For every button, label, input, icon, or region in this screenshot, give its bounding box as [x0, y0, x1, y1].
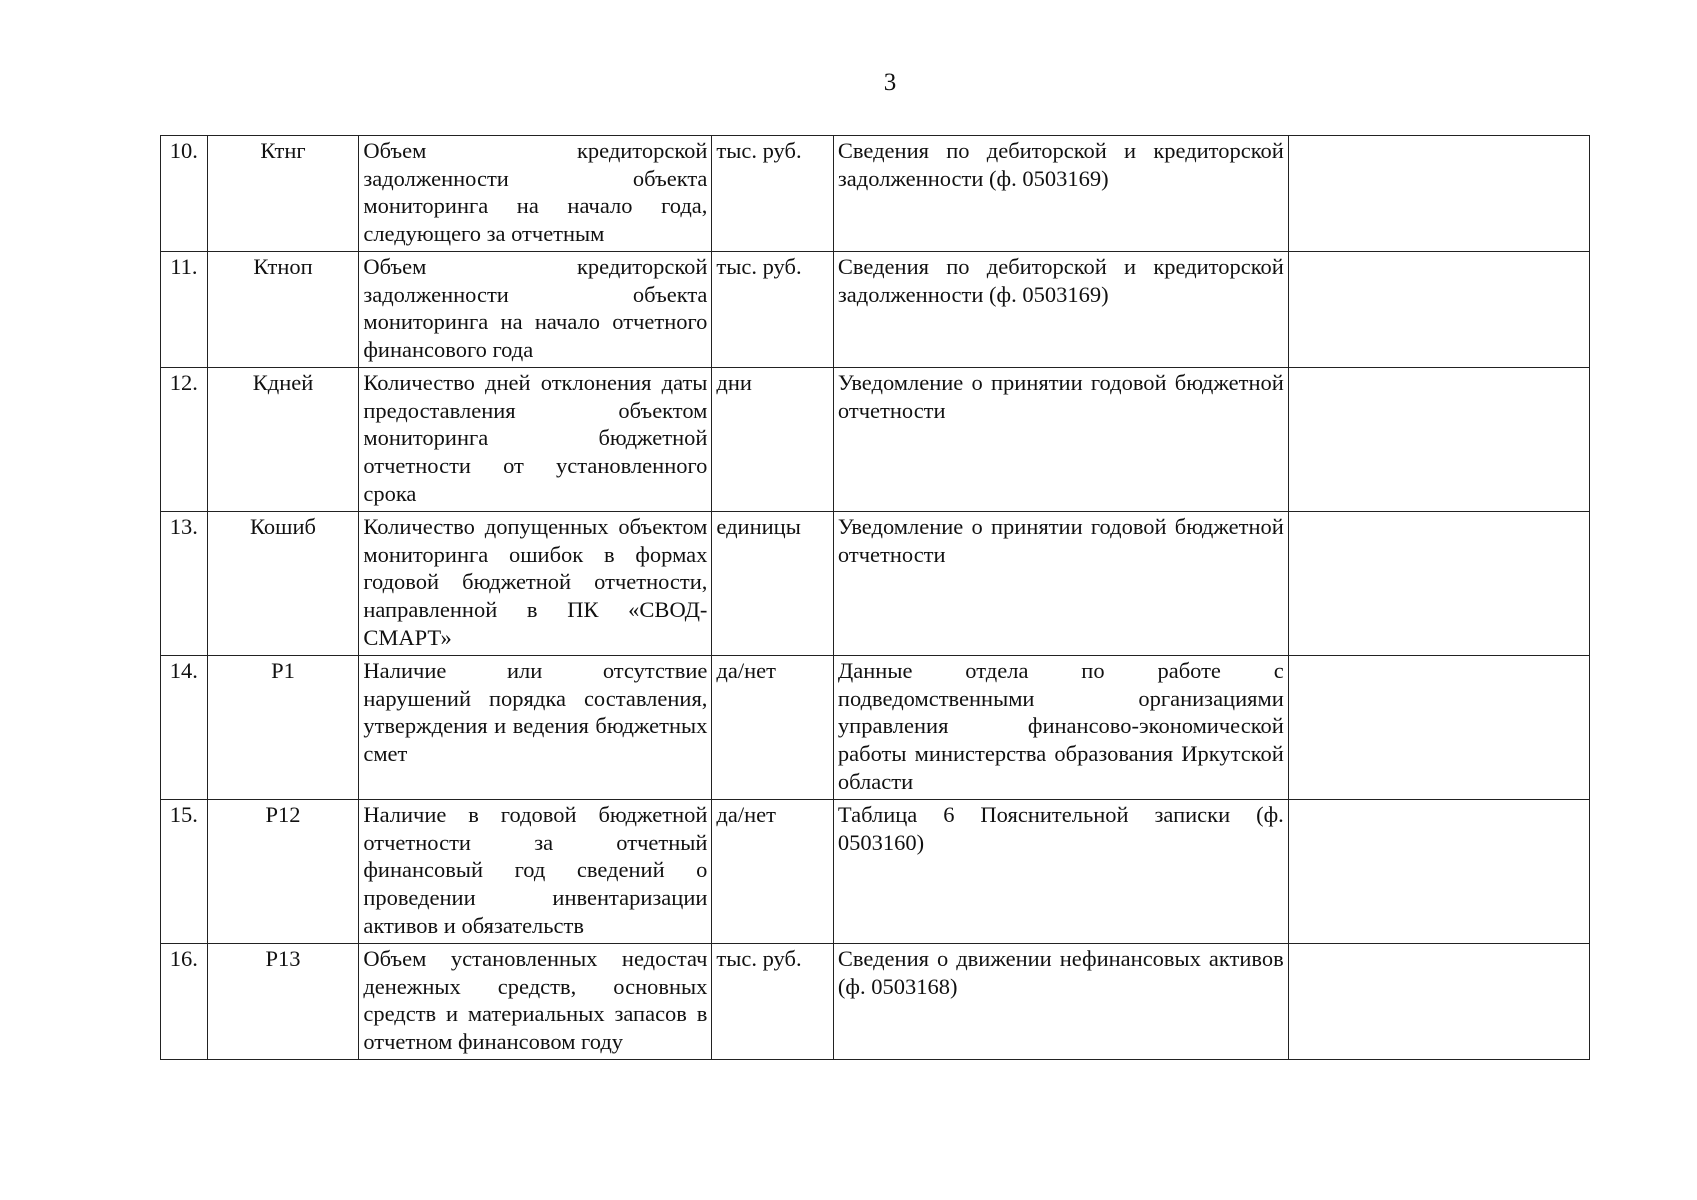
note-cell [1288, 368, 1589, 512]
indicator-code: Р1 [207, 656, 359, 800]
note-cell [1288, 656, 1589, 800]
table-row [161, 512, 1590, 656]
unit-of-measure: единицы [712, 512, 834, 656]
data-source: Уведомление о принятии годовой бюджетной отчетности [833, 512, 1288, 656]
table-row [161, 252, 1590, 368]
indicator-code: Ктноп [207, 252, 359, 368]
note-cell [1288, 136, 1589, 252]
row-number: 14. [161, 656, 208, 800]
table-row [161, 656, 1590, 800]
data-source: Сведения по дебиторской и кредиторской задолженности (ф. 0503169) [833, 136, 1288, 252]
indicator-code: Ктнг [207, 136, 359, 252]
unit-of-measure: тыс. руб. [712, 944, 834, 1060]
unit-of-measure: тыс. руб. [712, 252, 834, 368]
table-row [161, 800, 1590, 944]
indicator-code: Р13 [207, 944, 359, 1060]
row-number: 11. [161, 252, 208, 368]
note-cell [1288, 944, 1589, 1060]
table-row [161, 136, 1590, 252]
data-source: Сведения по дебиторской и кредиторской задолженности (ф. 0503169) [833, 252, 1288, 368]
row-number: 12. [161, 368, 208, 512]
note-cell [1288, 252, 1589, 368]
table-row [161, 944, 1590, 1060]
indicator-code: Р12 [207, 800, 359, 944]
note-cell [1288, 512, 1589, 656]
indicator-code: Кошиб [207, 512, 359, 656]
indicator-code: Кдней [207, 368, 359, 512]
row-number: 16. [161, 944, 208, 1060]
unit-of-measure: тыс. руб. [712, 136, 834, 252]
indicator-name: Наличие или отсутствие нарушений порядка составления, утверждения и ведения бюджетных смет [359, 656, 712, 800]
indicator-name: Объем установленных недостач денежных средств, основных средств и материальных запасов в отчетном финансовом году [359, 944, 712, 1060]
indicator-name: Наличие в годовой бюджетной отчетности за отчетный финансовый год сведений о проведении инвентаризации активов и обязательств [359, 800, 712, 944]
row-number: 15. [161, 800, 208, 944]
unit-of-measure: да/нет [712, 656, 834, 800]
note-cell [1288, 800, 1589, 944]
indicator-name: Объем кредиторской задолженности объекта мониторинга на начало года, следующего за отчетным [359, 136, 712, 252]
data-source: Таблица 6 Пояснительной записки (ф. 0503160) [833, 800, 1288, 944]
page-number: 3 [883, 69, 897, 96]
row-number: 13. [161, 512, 208, 656]
data-source: Уведомление о принятии годовой бюджетной отчетности [833, 368, 1288, 512]
indicator-name: Количество дней отклонения даты предоставления объектом мониторинга бюджетной отчетности от установленного срока [359, 368, 712, 512]
table-row [161, 368, 1590, 512]
indicator-name: Объем кредиторской задолженности объекта мониторинга на начало отчетного финансового года [359, 252, 712, 368]
row-number: 10. [161, 136, 208, 252]
indicators-table [160, 135, 1590, 1060]
unit-of-measure: дни [712, 368, 834, 512]
unit-of-measure: да/нет [712, 800, 834, 944]
indicator-name: Количество допущенных объектом мониторинга ошибок в формах годовой бюджетной отчетности, направленной в ПК «СВОД-СМАРТ» [359, 512, 712, 656]
data-source: Сведения о движении нефинансовых активов (ф. 0503168) [833, 944, 1288, 1060]
data-source: Данные отдела по работе с подведомственными организациями управления финансово-экономической работы министерства образования Иркутской области [833, 656, 1288, 800]
